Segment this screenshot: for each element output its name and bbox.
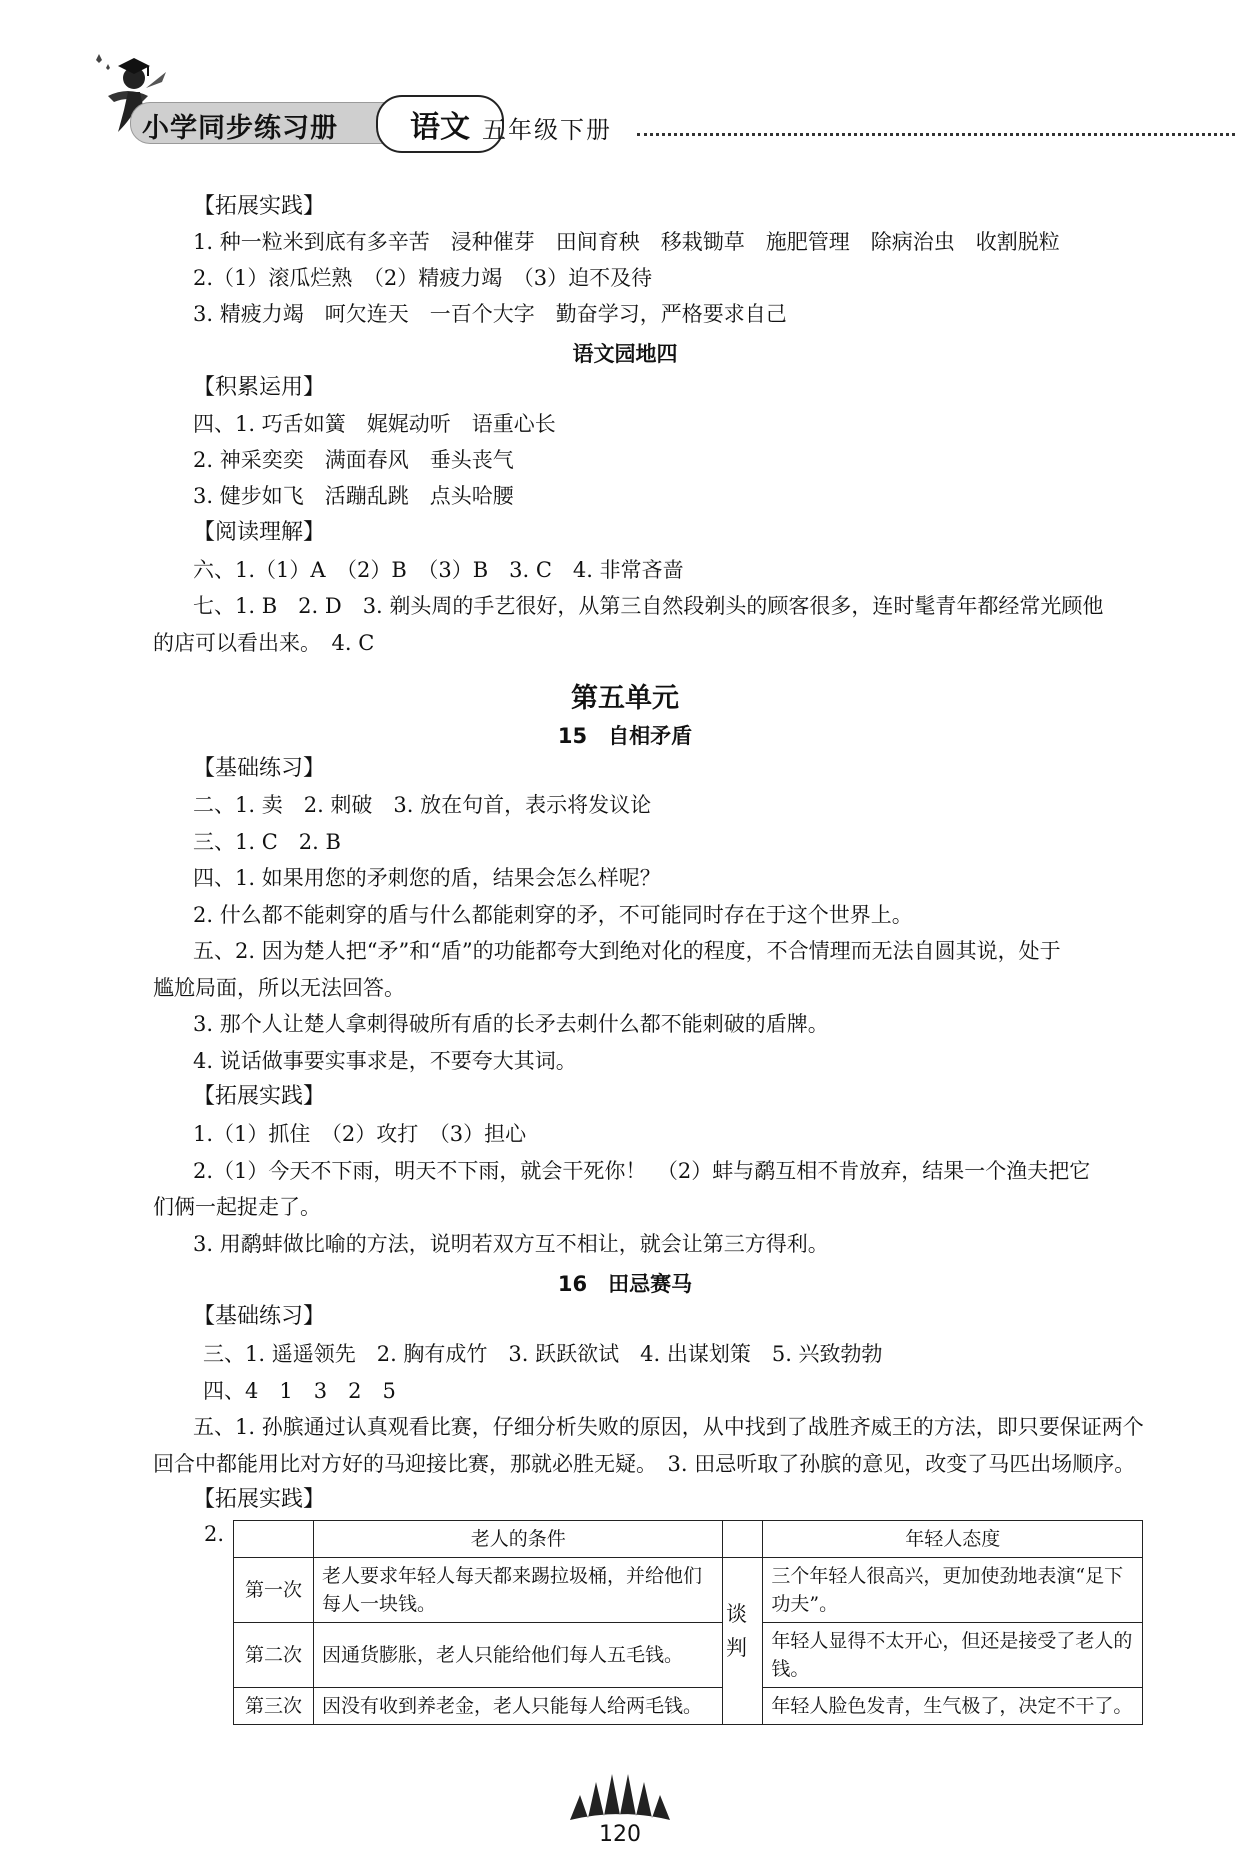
table-row xyxy=(234,1558,1143,1623)
subsection-title: 语文园地四 xyxy=(572,342,678,366)
page-number: 120 xyxy=(599,1822,641,1847)
answer-line: 2.（1）今天不下雨，明天不下雨，就会干死你！ （2）蚌与鹬互相不肯放弃，结果一个渔夫把它 xyxy=(193,1159,1091,1183)
row-condition: 因通货膨胀，老人只能给他们每人五毛钱。 xyxy=(313,1623,723,1688)
section-heading: 【拓展实践】 xyxy=(193,1487,326,1512)
row-condition: 老人要求年轻人每天都来踢拉圾桶，并给他们每人一块钱。 xyxy=(313,1558,723,1623)
answer-line: 尴尬局面，所以无法回答。 xyxy=(153,976,405,1000)
page-number-ornament xyxy=(560,1760,680,1847)
page-header xyxy=(70,40,1240,145)
header-blank xyxy=(234,1521,314,1558)
answer-line: 四、4 1 3 2 5 xyxy=(203,1379,396,1403)
row-label: 第三次 xyxy=(234,1688,314,1725)
header-gap xyxy=(723,1521,763,1558)
section-heading: 【拓展实践】 xyxy=(193,1084,326,1109)
judge-label: 谈判 xyxy=(726,1602,747,1660)
header-condition: 老人的条件 xyxy=(313,1521,723,1558)
answer-line: 四、1. 巧舌如簧 娓娓动听 语重心长 xyxy=(193,412,556,436)
answer-line: 3. 用鹬蚌做比喻的方法，说明若双方互不相让，就会让第三方得利。 xyxy=(193,1232,829,1256)
row-label: 第二次 xyxy=(234,1623,314,1688)
answer-line: 回合中都能用比对方好的马迎接比赛，那就必胜无疑。 3. 田忌听取了孙膑的意见，改变了马匹出场顺序。 xyxy=(153,1452,1136,1476)
table-header-row xyxy=(234,1521,1143,1558)
answer-line: 2.（1）滚瓜烂熟 （2）精疲力竭 （3）迫不及待 xyxy=(193,266,653,290)
answer-line: 1.（1）抓住 （2）攻打 （3）担心 xyxy=(193,1122,527,1146)
answer-line: 3. 那个人让楚人拿刺得破所有盾的长矛去刺什么都不能刺破的盾牌。 xyxy=(193,1012,829,1036)
table-row xyxy=(234,1688,1143,1725)
answer-line: 1. 种一粒米到底有多辛苦 浸种催芽 田间育秧 移栽锄草 施肥管理 除病治虫 收割脱粒 xyxy=(193,230,1060,254)
answer-line: 们俩一起捉走了。 xyxy=(153,1195,321,1219)
section-heading: 【基础练习】 xyxy=(193,1304,326,1329)
lesson-title: 15 自相矛盾 xyxy=(557,724,693,748)
section-heading: 【基础练习】 xyxy=(193,756,326,781)
subject-label: 语文 xyxy=(410,110,470,145)
answer-line: 三、1. 遥遥领先 2. 胸有成竹 3. 跃跃欲试 4. 出谋划策 5. 兴致勃勃 xyxy=(203,1342,883,1366)
series-title: 小学同步练习册 xyxy=(142,113,338,144)
sunburst-icon xyxy=(560,1760,680,1830)
section-heading: 【阅读理解】 xyxy=(193,520,326,545)
row-label: 第一次 xyxy=(234,1558,314,1623)
answer-line: 三、1. C 2. B xyxy=(193,830,341,854)
header-attitude: 年轻人态度 xyxy=(763,1521,1143,1558)
answer-line: 五、1. 孙膑通过认真观看比赛，仔细分析失败的原因，从中找到了战胜齐威王的方法，即只要保证两个 xyxy=(193,1415,1144,1439)
header-dotted-rule xyxy=(637,133,1235,136)
grade-label: 五年级下册 xyxy=(482,116,612,144)
answer-line: 3. 精疲力竭 呵欠连天 一百个大字 勤奋学习，严格要求自己 xyxy=(193,302,787,326)
negotiation-table xyxy=(233,1520,1143,1725)
row-attitude: 三个年轻人很高兴，更加使劲地表演“足下功夫”。 xyxy=(763,1558,1143,1623)
answer-line: 3. 健步如飞 活蹦乱跳 点头哈腰 xyxy=(193,484,514,508)
section-heading: 【拓展实践】 xyxy=(193,194,326,219)
answer-line: 七、1. B 2. D 3. 剃头周的手艺很好，从第三自然段剃头的顾客很多，连时髦青年都经常光顾他 xyxy=(193,594,1104,618)
section-heading: 【积累运用】 xyxy=(193,375,326,400)
answer-line: 2. 什么都不能刺穿的盾与什么都能刺穿的矛，不可能同时存在于这个世界上。 xyxy=(193,903,913,927)
lesson-title: 16 田忌赛马 xyxy=(557,1272,693,1296)
answer-line: 二、1. 卖 2. 刺破 3. 放在句首，表示将发议论 xyxy=(193,793,652,817)
unit-title: 第五单元 xyxy=(571,683,679,714)
table-row xyxy=(234,1623,1143,1688)
answer-line: 五、2. 因为楚人把“矛”和“盾”的功能都夸大到绝对化的程度，不合情理而无法自圆其说，处于 xyxy=(193,939,1061,963)
answer-line: 4. 说话做事要实事求是，不要夸大其词。 xyxy=(193,1049,577,1073)
answer-line: 四、1. 如果用您的矛刺您的盾，结果会怎么样呢？ xyxy=(193,866,661,890)
answer-line: 六、1.（1）A （2）B （3）B 3. C 4. 非常吝啬 xyxy=(193,558,684,582)
answer-line: 的店可以看出来。 4. C xyxy=(153,631,375,655)
row-attitude: 年轻人脸色发青，生气极了，决定不干了。 xyxy=(763,1688,1143,1725)
table-number: 2. xyxy=(204,1522,225,1546)
row-attitude: 年轻人显得不太开心，但还是接受了老人的钱。 xyxy=(763,1623,1143,1688)
row-condition: 因没有收到养老金，老人只能每人给两毛钱。 xyxy=(313,1688,723,1725)
answer-line: 2. 神采奕奕 满面春风 垂头丧气 xyxy=(193,448,514,472)
